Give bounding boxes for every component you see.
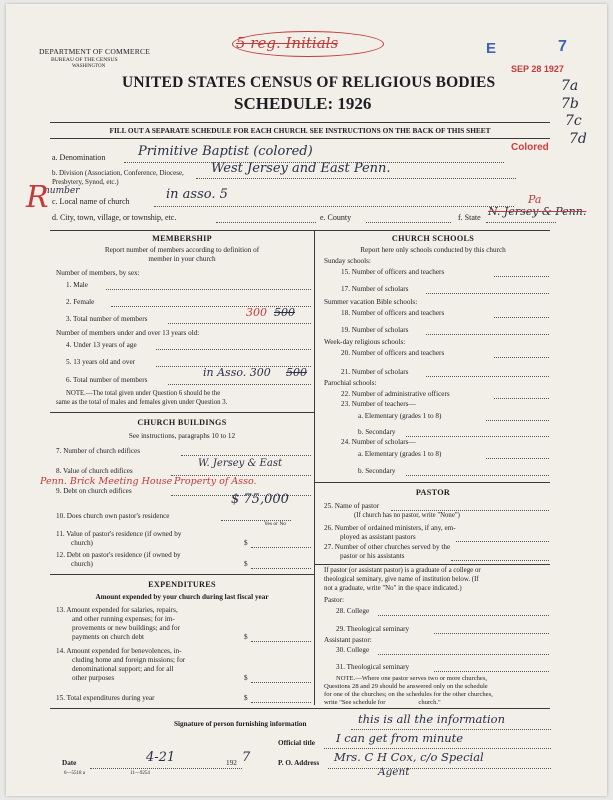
dollar-sign: $: [244, 539, 248, 547]
scholars-secondary-line: [406, 475, 549, 476]
residence-value-label-2: church): [71, 539, 93, 547]
margin-note-7d: 7d: [569, 131, 587, 147]
year-value[interactable]: 7: [242, 750, 251, 765]
divider: [50, 122, 550, 123]
total-members-line: [168, 323, 311, 324]
county-label: e. County: [320, 213, 352, 222]
assistant-subheading: Assistant pastor:: [324, 636, 372, 644]
city-line: [216, 222, 316, 223]
pastor-college-line: [378, 615, 549, 616]
edifices-line: [181, 455, 311, 456]
weekday-label: Week-day religious schools:: [324, 338, 406, 346]
running-expenses-line: [251, 641, 311, 642]
edifices-value-2: Penn. Brick Meeting House: [40, 476, 173, 487]
divider: [50, 138, 550, 139]
debt-value[interactable]: $ 75,000: [231, 492, 289, 507]
date-line: [90, 768, 242, 769]
pastor-note-2: Questions 28 and 29 should be answered only on the schedule: [324, 683, 488, 690]
assistant-seminary-label: 31. Theological seminary: [336, 663, 410, 671]
pastor-note-1: NOTE.—Where one pastor serves two or more churches,: [336, 675, 488, 682]
admin-officers-label: 22. Number of administrative officers: [341, 390, 450, 398]
total-members-value[interactable]: 300: [246, 306, 267, 319]
total-members-label: 3. Total number of members: [66, 315, 148, 323]
schools-sub: Report here only schools conducted by this church: [360, 246, 506, 254]
divider: [50, 708, 550, 709]
weekday-scholars-line: [426, 376, 549, 377]
running-expenses-label-4: payments on church debt: [72, 633, 145, 641]
margin-note-7b: 7b: [561, 96, 579, 112]
divider: [50, 412, 314, 413]
parochial-label: Parochial schools:: [324, 379, 377, 387]
residence-debt-line: [251, 568, 311, 569]
state-line: [486, 222, 556, 223]
local-name-value[interactable]: in asso. 5: [166, 187, 228, 202]
total-expenditures-line: [251, 702, 311, 703]
weekday-scholars-label: 21. Number of scholars: [341, 368, 409, 376]
female-label: 2. Female: [66, 298, 95, 306]
under-13-label: 4. Under 13 years of age: [66, 341, 137, 349]
city-name: WASHINGTON: [72, 64, 106, 69]
running-expenses-label-3: provements or new buildings; and for: [72, 624, 180, 632]
dept-name: DEPARTMENT OF COMMERCE: [39, 47, 151, 56]
sunday-scholars-line: [426, 293, 549, 294]
age-intro: Number of members under and over 13 years old:: [56, 329, 200, 337]
membership-note-2: same as the total of males and females given under Question 3.: [56, 399, 228, 406]
state-value[interactable]: N. Jersey & Penn.: [488, 205, 587, 218]
margin-note-7c: 7c: [565, 113, 582, 129]
schools-title: CHURCH SCHOOLS: [391, 234, 475, 243]
weekday-officers-label: 20. Number of officers and teachers: [341, 349, 445, 357]
membership-intro-1: Report number of members according to definition of: [104, 246, 260, 254]
buildings-sub: See instructions, paragraphs 10 to 12: [128, 432, 236, 440]
assistant-seminary-line: [434, 671, 549, 672]
male-line: [106, 289, 311, 290]
buildings-title: CHURCH BUILDINGS: [137, 418, 227, 427]
pastor-seminary-line: [434, 633, 549, 634]
division-line: [196, 178, 516, 179]
under-13-line: [156, 349, 311, 350]
signature-label: Signature of person furnishing information: [174, 720, 307, 728]
scholars-secondary-label: b. Secondary: [358, 467, 396, 475]
dollar-sign: $: [244, 694, 248, 702]
pastor-note-3: for one of the churches; on the schedules for the other churches,: [324, 691, 493, 698]
date-stamp: SEP 28 1927: [511, 64, 564, 74]
census-schedule-sheet: [6, 4, 607, 796]
residence-debt-label-2: church): [71, 560, 93, 568]
official-title-value[interactable]: I can get from minute: [336, 731, 464, 745]
divider: [50, 574, 314, 575]
yes-no-hint: Yes or No: [264, 521, 287, 527]
admin-officers-line: [494, 398, 549, 399]
scholars-label: 24. Number of scholars—: [341, 438, 416, 446]
benevolences-line: [251, 682, 311, 683]
handwritten-top-note: 5 reg. Initials: [236, 34, 339, 52]
weekday-officers-line: [494, 357, 549, 358]
column-divider: [314, 230, 315, 705]
edifices-value-3: Property of Asso.: [174, 476, 257, 487]
signature-line: [351, 729, 551, 730]
city-label: d. City, town, village, or township, etc.: [52, 213, 177, 222]
teachers-elementary-line: [486, 420, 549, 421]
membership-note-1: NOTE.—The total given under Question 6 should be the: [66, 390, 221, 397]
assistant-college-label: 30. College: [336, 646, 370, 654]
year-prefix: 192: [226, 759, 237, 767]
summer-label: Summer vacation Bible schools:: [324, 298, 418, 306]
ordained-label-2: ployed as assistant pastors: [340, 533, 416, 541]
edifices-value[interactable]: W. Jersey & East: [198, 458, 282, 469]
summer-officers-line: [494, 317, 549, 318]
official-title-line: [324, 748, 551, 749]
membership-title: MEMBERSHIP: [152, 234, 212, 243]
form-title: UNITED STATES CENSUS OF RELIGIOUS BODIES: [122, 74, 496, 91]
ordained-line: [456, 541, 549, 542]
total-members-6-label: 6. Total number of members: [66, 376, 148, 384]
other-churches-line: [451, 560, 549, 561]
form-subtitle: SCHEDULE: 1926: [234, 94, 372, 113]
benevolences-label-3: denominational support; and for all: [72, 665, 174, 673]
red-circle-mark: [232, 31, 384, 57]
colored-stamp: Colored: [511, 142, 549, 153]
division-value[interactable]: West Jersey and East Penn.: [211, 161, 391, 176]
over-13-label: 5. 13 years old and over: [66, 358, 136, 366]
county-line: [366, 222, 451, 223]
pastor-college-label: 28. College: [336, 607, 370, 615]
residence-debt-label-1: 12. Debt on pastor's residence (if owned by: [56, 551, 181, 559]
total-expenditures-label: 15. Total expenditures during year: [56, 694, 155, 702]
po-address-value-2: Agent: [378, 766, 410, 778]
form-number-2: 11—9254: [130, 771, 150, 776]
total-members-6-line: [168, 384, 311, 385]
male-label: 1. Male: [66, 281, 88, 289]
scholars-elementary-label: a. Elementary (grades 1 to 8): [358, 450, 442, 458]
denomination-label: a. Denomination: [52, 153, 106, 162]
other-churches-label-1: 27. Number of other churches served by the: [324, 543, 451, 551]
red-r-mark: R: [26, 180, 49, 215]
form-number-1: 6—5518 a: [64, 771, 85, 776]
total-members-6-struck: 500: [286, 366, 307, 379]
teachers-label: 23. Number of teachers—: [341, 400, 416, 408]
dollar-sign: $: [244, 674, 248, 682]
date-value[interactable]: 4-21: [146, 750, 176, 765]
residence-value-label-1: 11. Value of pastor's residence (if owned by: [56, 530, 182, 538]
teachers-secondary-line: [406, 436, 549, 437]
dollar-sign: $: [244, 633, 248, 641]
divider: [314, 564, 550, 565]
pastor-title: PASTOR: [415, 488, 451, 497]
residence-value-line: [251, 547, 311, 548]
other-churches-label-2: pastor or his assistants: [340, 552, 405, 560]
assistant-college-line: [378, 654, 549, 655]
po-address-value[interactable]: Mrs. C H Cox, c/o Special: [334, 750, 484, 764]
total-members-struck: 500: [274, 306, 295, 319]
stamp-letters: E: [486, 40, 497, 57]
date-label: Date: [62, 759, 77, 767]
total-members-6-value[interactable]: in Asso. 300: [203, 366, 271, 379]
benevolences-label-2: cluding home and foreign missions; for: [72, 656, 186, 664]
number-hw-label: number: [44, 186, 80, 196]
summer-scholars-label: 19. Number of scholars: [341, 326, 409, 334]
scholars-elementary-line: [486, 458, 549, 459]
bureau-name: BUREAU OF THE CENSUS: [51, 57, 118, 63]
pastor-note-4: write "See schedule for church.": [324, 699, 441, 706]
sunday-scholars-label: 17. Number of scholars: [341, 285, 409, 293]
benevolences-label-1: 14. Amount expended for benevolences, in-: [56, 647, 182, 655]
owns-residence-label: 10. Does church own pastor's residence: [56, 512, 170, 520]
sunday-label: Sunday schools:: [324, 257, 371, 265]
instruction-line: FILL OUT A SEPARATE SCHEDULE FOR EACH CHURCH. SEE INSTRUCTIONS ON THE BACK OF THIS SHEET: [109, 126, 491, 135]
graduate-note-3: not a graduate, write "No" in the space indicated.): [324, 585, 462, 592]
by-sex-label: Number of members, by sex:: [56, 269, 140, 277]
running-expenses-label-2: and other running expenses; for im-: [72, 615, 175, 623]
sunday-officers-label: 15. Number of officers and teachers: [341, 268, 445, 276]
division-label: b. Division (Association, Conference, Diocese, Presbytery, Synod, etc.): [52, 169, 184, 186]
divider: [50, 230, 550, 231]
sunday-officers-line: [494, 276, 549, 277]
divider: [314, 482, 550, 483]
debt-label: 9. Debt on church edifices: [56, 487, 132, 495]
teachers-elementary-label: a. Elementary (grades 1 to 8): [358, 412, 442, 420]
pastor-subheading: Pastor:: [324, 596, 344, 604]
official-title-label: Official title: [278, 739, 315, 747]
summer-officers-label: 18. Number of officers and teachers: [341, 309, 445, 317]
expenditures-title: EXPENDITURES: [148, 580, 216, 589]
edifices-value-label: 8. Value of church edifices: [56, 467, 133, 475]
state-label: f. State: [458, 213, 481, 222]
state-correction: Pa: [528, 193, 542, 206]
graduate-note-1: If pastor (or assistant pastor) is a graduate of a college or: [324, 567, 481, 574]
pastor-name-line: [391, 510, 549, 511]
dollar-sign: $: [244, 560, 248, 568]
pastor-seminary-label: 29. Theological seminary: [336, 625, 410, 633]
po-address-label: P. O. Address: [278, 759, 320, 767]
teachers-secondary-label: b. Secondary: [358, 428, 396, 436]
expenditures-sub: Amount expended by your church during last fiscal year: [95, 593, 269, 601]
graduate-note-2: theological seminary, give name of institution below. (If: [324, 576, 479, 583]
po-address-line: [328, 768, 551, 769]
local-name-label: c. Local name of church: [52, 197, 130, 206]
signature-value[interactable]: this is all the information: [358, 712, 506, 726]
local-name-line: [154, 206, 514, 207]
benevolences-label-4: other purposes: [72, 674, 115, 682]
membership-intro-2: member in your church: [148, 255, 216, 263]
ordained-label-1: 26. Number of ordained ministers, if any, em-: [324, 524, 456, 532]
edifices-label: 7. Number of church edifices: [56, 447, 141, 455]
pastor-name-label: 25. Name of pastor: [324, 502, 380, 510]
denomination-value[interactable]: Primitive Baptist (colored): [138, 144, 313, 159]
margin-note-7a: 7a: [561, 78, 579, 94]
pastor-name-note: (If church has no pastor, write "None"): [354, 512, 460, 519]
summer-scholars-line: [426, 334, 549, 335]
stamp-number: 7: [558, 38, 567, 55]
running-expenses-label-1: 13. Amount expended for salaries, repairs,: [56, 606, 178, 614]
